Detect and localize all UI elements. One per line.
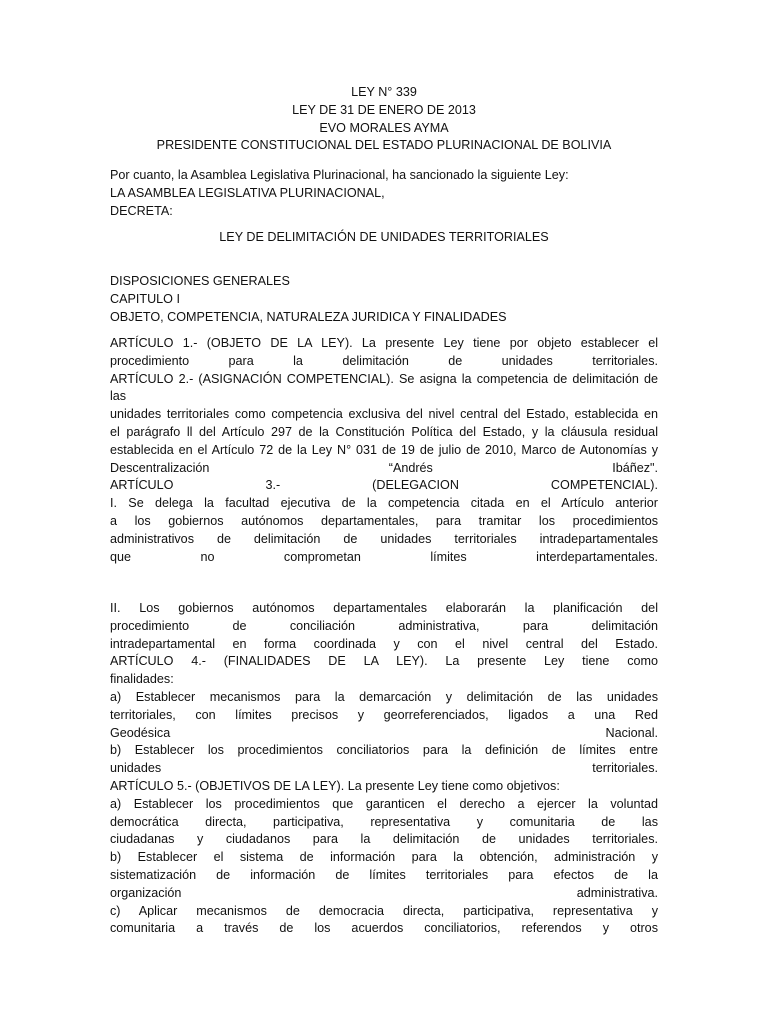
text-line: administrativos de delimitación de unidades territoriales intradepartamentales bbox=[110, 531, 658, 546]
text-line: comunitaria a través de los acuerdos conciliatorios, referendos y otros bbox=[110, 921, 658, 936]
text-line: ciudadanas y ciudadanos para la delimitación de unidades territoriales. bbox=[110, 832, 658, 847]
text-line: que no comprometan límites interdepartamentales. bbox=[110, 549, 658, 564]
text-line: unidades territoriales. bbox=[110, 761, 658, 776]
capitulo-title: OBJETO, COMPETENCIA, NATURALEZA JURIDICA Y FINALIDADES bbox=[110, 309, 507, 324]
law-header bbox=[0, 84, 768, 155]
text-line: finalidades: bbox=[110, 672, 174, 687]
text-line: I. Se delega la facultad ejecutiva de la competencia citada en el Artículo anterior bbox=[110, 496, 658, 511]
intro-block bbox=[0, 167, 768, 220]
asamblea-text: LA ASAMBLEA LEGISLATIVA PLURINACIONAL, bbox=[110, 185, 385, 200]
text-line: Geodésica Nacional. bbox=[110, 725, 658, 740]
text-line: el parágrafo ll del Artículo 297 de la Constitución Política del Estado, y la cláusula residual bbox=[110, 424, 658, 439]
text-line: territoriales, con límites precisos y georreferenciados, ligados a una Red bbox=[110, 707, 658, 722]
por-cuanto-text: Por cuanto, la Asamblea Legislativa Plurinacional, ha sancionado la siguiente Ley: bbox=[110, 168, 569, 182]
articles-section-1 bbox=[110, 335, 658, 566]
text-line: b) Establecer los procedimientos conciliatorios para la definición de límites entre bbox=[110, 743, 658, 758]
text-line: a los gobiernos autónomos departamentales, para tramitar los procedimientos bbox=[110, 513, 658, 528]
text-line: c) Aplicar mecanismos de democracia directa, participativa, representativa y bbox=[110, 903, 658, 918]
text-line: a) Establecer los procedimientos que garanticen el derecho a ejercer la voluntad bbox=[110, 796, 658, 811]
law-number: LEY N° 339 bbox=[351, 85, 417, 99]
president-name: EVO MORALES AYMA bbox=[319, 120, 449, 135]
decreta-text: DECRETA: bbox=[110, 203, 173, 218]
disposiciones-block bbox=[0, 273, 768, 326]
capitulo-label: CAPITULO I bbox=[110, 291, 180, 306]
text-line: organización administrativa. bbox=[110, 885, 658, 900]
text-line: ARTÍCULO 4.- (FINALIDADES DE LA LEY). La presente Ley tiene como bbox=[110, 654, 658, 669]
text-line: unidades territoriales como competencia exclusiva del nivel central del Estado, establecida en bbox=[110, 407, 658, 422]
law-title: LEY DE DELIMITACIÓN DE UNIDADES TERRITORIALES bbox=[219, 230, 549, 244]
articles-section-2 bbox=[110, 600, 658, 938]
text-line: procedimiento de conciliación administrativa, para delimitación bbox=[110, 618, 658, 633]
text-line: ARTÍCULO 3.- (DELEGACION COMPETENCIAL). bbox=[110, 478, 658, 493]
text-line: establecida en el Artículo 72 de la Ley N° 031 de 19 de julio de 2010, Marco de Autonomías y bbox=[110, 442, 658, 457]
text-line: a) Establecer mecanismos para la demarcación y delimitación de las unidades bbox=[110, 689, 658, 704]
text-line: procedimiento para la delimitación de unidades territoriales. bbox=[110, 353, 658, 368]
law-title-block bbox=[0, 229, 768, 247]
text-line: ARTÍCULO 2.- (ASIGNACIÓN COMPETENCIAL). Se asigna la competencia de delimitación de las bbox=[110, 371, 658, 404]
law-date: LEY DE 31 DE ENERO DE 2013 bbox=[292, 102, 476, 117]
text-line: ARTÍCULO 1.- (OBJETO DE LA LEY). La presente Ley tiene por objeto establecer el bbox=[110, 336, 658, 350]
text-line: ARTÍCULO 5.- (OBJETIVOS DE LA LEY). La presente Ley tiene como objetivos: bbox=[110, 778, 560, 793]
text-line: sistematización de información de límites territoriales para efectos de la bbox=[110, 867, 658, 882]
text-line: II. Los gobiernos autónomos departamentales elaborarán la planificación del bbox=[110, 601, 658, 615]
text-line: democrática directa, participativa, representativa y comunitaria de las bbox=[110, 814, 658, 829]
disposiciones-heading: DISPOSICIONES GENERALES bbox=[110, 274, 290, 288]
text-line: b) Establecer el sistema de información para la obtención, administración y bbox=[110, 850, 658, 865]
president-title: PRESIDENTE CONSTITUCIONAL DEL ESTADO PLURINACIONAL DE BOLIVIA bbox=[156, 138, 612, 153]
text-line: intradepartamental en forma coordinada y con el nivel central del Estado. bbox=[110, 636, 658, 651]
text-line: Descentralización “Andrés Ibáñez". bbox=[110, 460, 658, 475]
